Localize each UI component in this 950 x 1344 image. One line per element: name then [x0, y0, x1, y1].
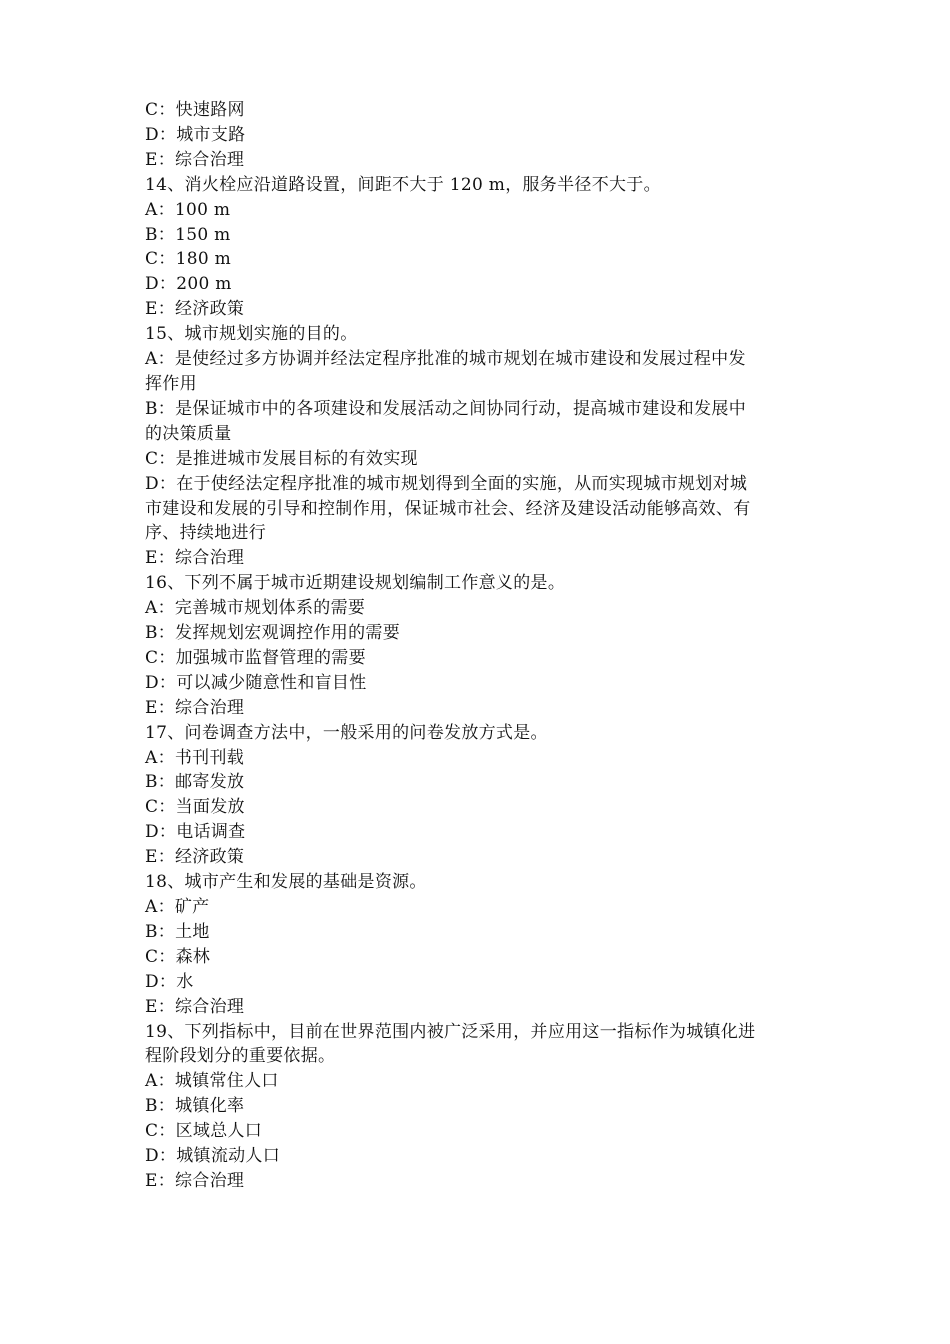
question-18: 18、城市产生和发展的基础是资源。 [145, 872, 427, 893]
q14-option-b: B：150 m [145, 224, 231, 245]
q16-option-c: C：加强城市监督管理的需要 [145, 647, 366, 668]
q18-option-d: D：水 [145, 971, 194, 992]
q14-option-e: E：经济政策 [145, 299, 245, 320]
q18-option-b: B：土地 [145, 921, 210, 942]
q16-option-a: A：完善城市规划体系的需要 [145, 598, 366, 619]
q17-option-d: D：电话调查 [145, 822, 246, 843]
q15-option-e: E：综合治理 [145, 548, 245, 569]
q15-option-d-line1: D：在于使经法定程序批准的城市规划得到全面的实施，从而实现城市规划对城 [145, 473, 748, 494]
q19-option-c: C：区域总人口 [145, 1121, 263, 1142]
q16-option-e: E：综合治理 [145, 697, 245, 718]
q19-option-a: A：城镇常住人口 [145, 1071, 279, 1092]
q19-option-b: B：城镇化率 [145, 1096, 245, 1117]
q15-option-b-line1: B：是保证城市中的各项建设和发展活动之间协同行动，提高城市建设和发展中 [145, 398, 746, 419]
question-17: 17、问卷调查方法中，一般采用的问卷发放方式是。 [145, 722, 548, 743]
q14-option-d: D：200 m [145, 274, 232, 295]
question-16: 16、下列不属于城市近期建设规划编制工作意义的是。 [145, 573, 566, 594]
q18-option-e: E：综合治理 [145, 996, 245, 1017]
q17-option-b: B：邮寄发放 [145, 772, 245, 793]
option-c-fast-road: C：快速路网 [145, 100, 245, 120]
question-19-line1: 19、下列指标中，目前在世界范围内被广泛采用，并应用这一指标作为城镇化进 [145, 1021, 756, 1042]
question-19-line2: 程阶段划分的重要依据。 [145, 1046, 336, 1067]
q15-option-a-line2: 挥作用 [145, 373, 197, 394]
q15-option-d-line3: 序、持续地进行 [145, 523, 267, 544]
option-e: E：综合治理 [145, 149, 245, 170]
q15-option-b-line2: 的决策质量 [145, 423, 232, 444]
q16-option-d: D：可以减少随意性和盲目性 [145, 672, 367, 693]
q14-option-c: C：180 m [145, 249, 232, 270]
q16-option-b: B：发挥规划宏观调控作用的需要 [145, 623, 400, 644]
q18-option-a: A：矿产 [145, 897, 210, 917]
q15-option-d-line2: 市建设和发展的引导和控制作用，保证城市社会、经济及建设活动能够高效、有 [145, 498, 751, 519]
q15-option-c: C：是推进城市发展目标的有效实现 [145, 448, 418, 469]
q19-option-e: E：综合治理 [145, 1170, 245, 1191]
option-d-branch-road: D：城市支路 [145, 124, 246, 145]
q15-option-a-line1: A：是使经过多方协调并经法定程序批准的城市规划在城市建设和发展过程中发 [145, 349, 746, 370]
q18-option-c: C：森林 [145, 946, 211, 967]
q14-option-a: A：100 m [145, 199, 231, 220]
q17-option-c: C：当面发放 [145, 797, 245, 818]
q17-option-a: A：书刊刊载 [145, 747, 245, 768]
q19-option-d: D：城镇流动人口 [145, 1146, 281, 1167]
question-text-block [145, 98, 813, 1194]
question-14: 14、消火栓应沿道路设置，间距不大于 120 m，服务半径不大于。 [145, 174, 661, 195]
question-15: 15、城市规划实施的目的。 [145, 324, 358, 345]
q17-option-e: E：经济政策 [145, 847, 245, 868]
